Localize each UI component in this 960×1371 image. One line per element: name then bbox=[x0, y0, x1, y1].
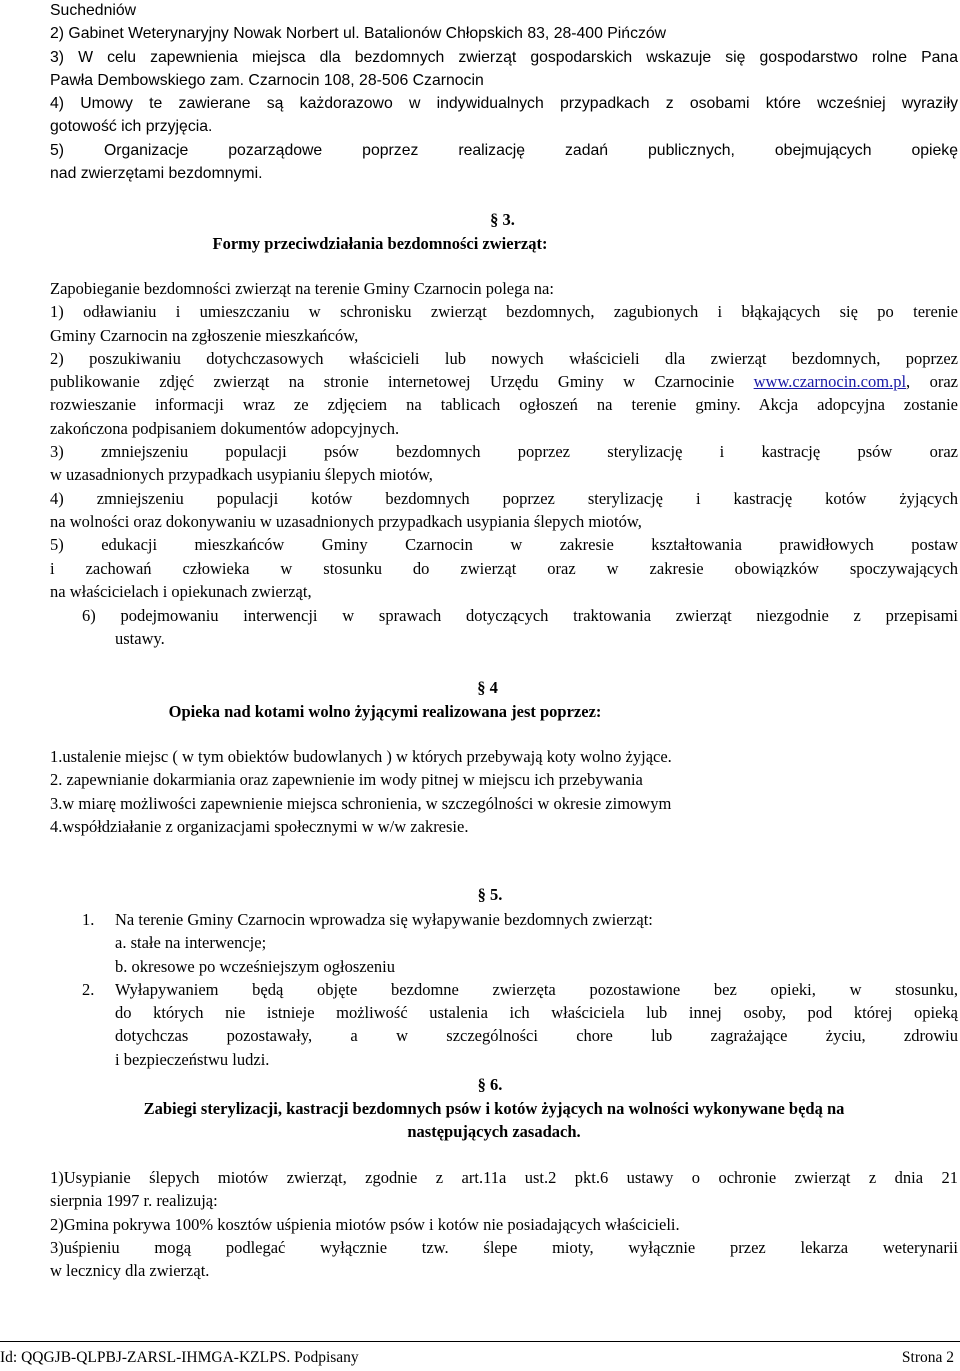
top-line: Suchedniów bbox=[50, 2, 137, 19]
top-line: 5) Organizacje pozarządowe poprzez realizację zadań publicznych, obejmujących opiekę bbox=[50, 141, 958, 159]
section4-item: 1.ustalenie miejsc ( w tym obiektów budowlanych ) w których przebywają koty wolno żyjące. bbox=[50, 747, 672, 766]
section5-item1-text: Na terenie Gminy Czarnocin wprowadza się wyłapywanie bezdomnych zwierząt: bbox=[115, 910, 653, 929]
section5-item2-line: i bezpieczeństwu ludzi. bbox=[115, 1049, 270, 1069]
top-line: gotowość ich przyjęcia. bbox=[50, 118, 213, 136]
section3-item5-line: i zachowań człowieka w stosunku do zwierząt oraz w zakresie obowiązków spoczywających bbox=[50, 558, 958, 578]
top-line: 3) W celu zapewnienia miejsca dla bezdomnych zwierząt gospodarskich wskazuje się gospodarstwo rolne Pana bbox=[50, 48, 958, 66]
top-line: 4) Umowy te zawierane są każdorazowo w indywidualnych przypadkach z osobami które wcześniej wyraziły bbox=[50, 95, 958, 113]
footer-divider bbox=[0, 1341, 960, 1342]
section4-list bbox=[50, 745, 958, 838]
section3-item2-line: 2) poszukiwaniu dotychczasowych właścicieli lub nowych właścicieli dla zwierząt bezdomnych, poprzez bbox=[50, 348, 958, 368]
section3-item1-line: Gminy Czarnocin na zgłoszenie mieszkańców, bbox=[50, 325, 359, 345]
section3-item2-text: publikowanie zdjęć zwierząt na stronie internetowej Urzędu Gminy w Czarnocinie bbox=[50, 372, 754, 392]
section3-item6-line: ustawy. bbox=[115, 629, 165, 649]
section5-item2-line: do których nie istnieje możliwość ustalenia ich właściciela lub innej osoby, pod której opieką bbox=[115, 1003, 958, 1023]
section3-item2-line: zakończona podpisaniem dokumentów adopcyjnych. bbox=[50, 418, 400, 438]
top-line: 2) Gabinet Weterynaryjny Nowak Norbert ul. Batalionów Chłopskich 83, 28-400 Pińczów bbox=[50, 25, 667, 43]
section3-item2-line: rozwieszanie informacji wraz ze zdjęciem na tablicach ogłoszeń na terenie gminy. Akcja adopcyjna zostanie bbox=[50, 395, 958, 415]
section3-intro: Zapobieganie bezdomności zwierząt na terenie Gminy Czarnocin polega na: bbox=[50, 279, 554, 298]
section3-item2-text: , oraz bbox=[906, 372, 958, 392]
section5-item2-number: 2. bbox=[82, 979, 95, 999]
section5-item2-line: Wyłapywaniem będą objęte bezdomne zwierzęta pozostawione bez opieki, w stosunku, bbox=[115, 979, 958, 999]
section6-item1-line: sierpnia 1997 r. realizują: bbox=[50, 1191, 218, 1211]
section6-item3-line: w lecznicy dla zwierząt. bbox=[50, 1261, 210, 1281]
section6-number: § 6. bbox=[477, 1075, 503, 1094]
section3-item6 bbox=[82, 604, 958, 651]
section6-item2: 2)Gmina pokrywa 100% kosztów uśpienia miotów psów i kotów nie posiadających właścicieli. bbox=[50, 1214, 680, 1234]
section3-body bbox=[50, 277, 958, 603]
section4-item: 3.w miarę możliwości zapewnienie miejsca schronienia, w szczególności w okresie zimowym bbox=[50, 793, 672, 813]
section6-title-line: następujących zasadach. bbox=[407, 1122, 581, 1142]
section5-item1 bbox=[82, 908, 958, 978]
top-line: nad zwierzętami bezdomnymi. bbox=[50, 165, 263, 183]
section4-item: 4.współdziałanie z organizacjami społecznymi w w/w zakresie. bbox=[50, 816, 469, 836]
section3-title: Formy przeciwdziałania bezdomności zwierząt: bbox=[212, 234, 548, 253]
section5-number: § 5. bbox=[477, 885, 503, 904]
section6-item3-line: 3)uśpieniu mogą podlegać wyłącznie tzw. ślepe mioty, wyłącznie przez lekarza weterynarii bbox=[50, 1237, 958, 1257]
section5-list bbox=[82, 908, 958, 1071]
section3-item3-line: 3) zmniejszeniu populacji psów bezdomnych poprzez sterylizację i kastrację psów oraz bbox=[50, 442, 958, 462]
section6-title bbox=[40, 1097, 948, 1144]
section6-item1-line: 1)Usypianie ślepych miotów zwierząt, zgodnie z art.11a ust.2 pkt.6 ustawy o ochronie zwierząt z dnia 21 bbox=[50, 1168, 958, 1187]
section3-item2-line bbox=[50, 370, 958, 393]
section4-title: Opieka nad kotami wolno żyjącymi realizowana jest poprzez: bbox=[168, 702, 602, 721]
section4-item: 2. zapewnianie dokarmiania oraz zapewnienie im wody pitnej w miejscu ich przebywania bbox=[50, 770, 643, 790]
section3-item5-line: 5) edukacji mieszkańców Gminy Czarnocin w zakresie kształtowania prawidłowych postaw bbox=[50, 535, 958, 555]
top-line: Pawła Dembowskiego zam. Czarnocin 108, 28-506 Czarnocin bbox=[50, 71, 484, 89]
section5-item1-number: 1. bbox=[82, 910, 95, 929]
page-number: Strona 2 bbox=[901, 1349, 954, 1366]
section3-item1-line: 1) odławianiu i umieszczaniu w schronisku zwierząt bezdomnych, zagubionych i błąkających się po terenie bbox=[50, 302, 958, 322]
section6-title-line: Zabiegi sterylizacji, kastracji bezdomnych psów i kotów żyjących na wolności wykonywane będą na bbox=[143, 1099, 845, 1118]
document-id: Id: QQGJB-QLPBJ-ZARSL-IHMGA-KZLPS. Podpisany bbox=[0, 1349, 359, 1366]
section3-item4-line: na wolności oraz dokonywaniu w uzasadnionych przypadkach usypiania ślepych miotów, bbox=[50, 511, 642, 531]
section6-list bbox=[50, 1166, 958, 1282]
section3-number: § 3. bbox=[490, 210, 515, 229]
section3-item4-line: 4) zmniejszeniu populacji kotów bezdomnych poprzez sterylizację i kastrację kotów żyjących bbox=[50, 488, 958, 508]
section4-number: § 4 bbox=[477, 678, 498, 697]
section5-item2-line: dotychczas pozostawały, a w szczególności chore lub zagrażające życiu, zdrowiu bbox=[115, 1026, 958, 1046]
section3-item6-line: 6) podejmowaniu interwencji w sprawach dotyczących traktowania zwierząt niezgodnie z przepisami bbox=[82, 606, 958, 625]
section5-item2 bbox=[82, 978, 958, 1071]
top-block bbox=[50, 0, 958, 185]
section3-item3-line: w uzasadnionych przypadkach usypianiu ślepych miotów, bbox=[50, 465, 433, 485]
section5-item1-sub: b. okresowe po wcześniejszym ogłoszeniu bbox=[115, 956, 395, 976]
section5-item1-sub: a. stałe na interwencje; bbox=[115, 933, 267, 953]
section3-item5-line: na właścicielach i opiekunach zwierząt, bbox=[50, 581, 312, 601]
gmina-website-link[interactable]: www.czarnocin.com.pl bbox=[753, 372, 907, 392]
